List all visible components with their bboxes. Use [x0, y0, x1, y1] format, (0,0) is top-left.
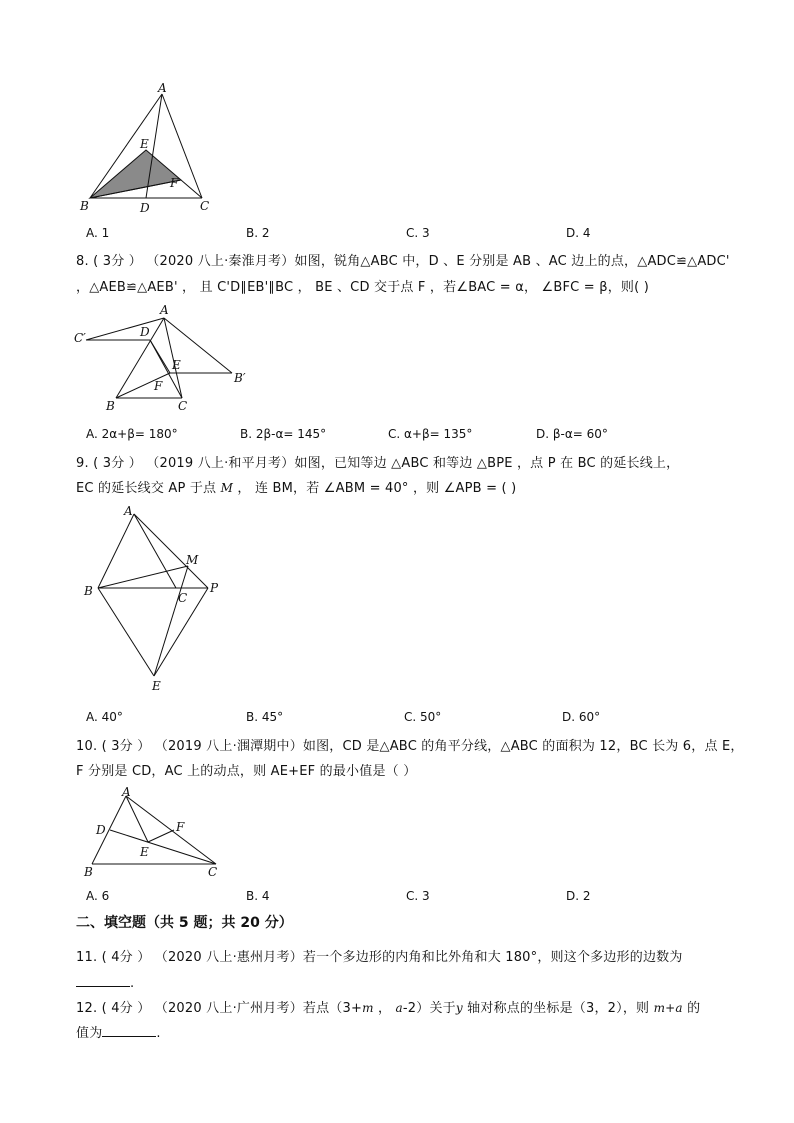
q9-label-c: C — [178, 591, 188, 605]
q9-label-b: B — [84, 584, 93, 598]
q7-shaded-triangle — [90, 150, 181, 198]
q10-label-e: E — [140, 845, 149, 859]
q7-option-a[interactable]: A. 1 — [86, 226, 110, 240]
q8-option-b[interactable]: B. 2β-α= 145° — [240, 427, 327, 441]
q10-option-a[interactable]: A. 6 — [86, 889, 110, 903]
section-title-fill-in: 二、填空题（共 5 题；共 20 分） — [76, 915, 293, 931]
q8-label-b1: B′ — [234, 371, 246, 385]
q8-label-c1: C′ — [74, 331, 86, 345]
q7-option-c[interactable]: C. 3 — [406, 226, 430, 240]
q9-stem-line2-b: ， 连 BM，若 ∠ABM = 40° ，则 ∠APB = ( ) — [237, 481, 517, 496]
q9-stem-line1: 9. ( 3分 ） （2019 八上·和平月考）如图，已知等边 △ABC 和等边 △BPE ，点 P 在 BC 的延长线上， — [76, 456, 680, 471]
q8-label-e: E — [172, 358, 181, 372]
q12-var-mpa: m+a — [653, 1001, 683, 1015]
q9-label-m: M — [186, 553, 199, 567]
q8-label-d: D — [140, 325, 150, 339]
q7-option-d[interactable]: D. 4 — [566, 226, 591, 240]
q10-option-b[interactable]: B. 4 — [246, 889, 270, 903]
q12-period: . — [156, 1026, 161, 1041]
q7-figure — [76, 80, 226, 215]
q9-label-e: E — [152, 679, 161, 693]
q8-label-f: F — [154, 379, 163, 393]
q8-stem-line2: ，△AEB≌△AEB' ， 且 C'D∥EB'∥BC ， BE 、CD 交于点 F ，若∠BAC = α， ∠BFC = β，则( ) — [76, 280, 649, 295]
q12-text-c: -2）关于 — [402, 1001, 456, 1016]
q12-answer-blank[interactable] — [102, 1022, 156, 1037]
q12-text-e: 的 — [682, 1001, 701, 1016]
q9-stem-line2 — [76, 477, 516, 496]
q12-text-a: 12. ( 4分 ） （2020 八上·广州月考）若点（3+ — [76, 1001, 363, 1016]
q10-option-d[interactable]: D. 2 — [566, 889, 591, 903]
q9-option-b[interactable]: B. 45° — [246, 710, 284, 724]
q9-stem-point-m: M — [220, 481, 234, 495]
q12-var-a: a — [395, 1001, 403, 1015]
q9-label-a: A — [124, 504, 133, 518]
q8-stem-line1: 8. ( 3分 ） （2020 八上·秦淮月考）如图，锐角△ABC 中，D 、E 分别是 AB 、AC 边上的点，△ADC≌△ADC' — [76, 254, 730, 269]
q7-label-d: D — [140, 201, 150, 215]
q7-label-f: F — [170, 176, 179, 190]
q10-label-c: C — [208, 865, 218, 879]
q11-stem-line1: 11. ( 4分 ） （2020 八上·惠州月考）若一个多边形的内角和比外角和大 180°，则这个多边形的边数为 — [76, 950, 683, 965]
q9-label-p: P — [210, 581, 219, 595]
q10-label-d: D — [96, 823, 106, 837]
q10-option-c[interactable]: C. 3 — [406, 889, 430, 903]
q8-option-a[interactable]: A. 2α+β= 180° — [86, 427, 178, 441]
q8-option-d[interactable]: D. β-α= 60° — [536, 427, 608, 441]
q12-text-d: 轴对称点的坐标是（3，2），则 — [462, 1001, 654, 1016]
q9-figure — [80, 500, 230, 696]
q7-option-b[interactable]: B. 2 — [246, 226, 270, 240]
q10-figure — [80, 784, 230, 882]
q12-text-b: ， — [373, 1001, 396, 1016]
q8-label-c: C — [178, 399, 188, 413]
q8-label-b: B — [106, 399, 115, 413]
q7-label-c: C — [200, 199, 210, 213]
q10-label-a: A — [122, 785, 131, 799]
q9-option-d[interactable]: D. 60° — [562, 710, 601, 724]
q7-label-e: E — [140, 137, 149, 151]
q10-label-b: B — [84, 865, 93, 879]
q7-label-a: A — [158, 81, 167, 95]
q9-option-c[interactable]: C. 50° — [404, 710, 442, 724]
q8-figure — [72, 300, 272, 418]
q12-var-y: y — [455, 1001, 463, 1015]
q11-period: . — [130, 976, 135, 991]
q12-var-m: m — [362, 1001, 374, 1015]
q10-stem-line2: F 分别是 CD，AC 上的动点，则 AE+EF 的最小值是（ ） — [76, 764, 417, 779]
q11-answer-line — [76, 972, 134, 991]
q10-label-f: F — [176, 820, 185, 834]
q12-stem-line1 — [76, 997, 700, 1016]
q9-stem-line2-a: EC 的延长线交 AP 于点 — [76, 481, 217, 496]
q12-stem-line2 — [76, 1022, 161, 1041]
q9-option-a[interactable]: A. 40° — [86, 710, 123, 724]
q11-answer-blank[interactable] — [76, 972, 130, 987]
q10-stem-line1: 10. ( 3分 ） （2019 八上·涠潭期中）如图，CD 是△ABC 的角平分线，△ABC 的面积为 12，BC 长为 6，点 E， — [76, 739, 744, 754]
q7-label-b: B — [80, 199, 89, 213]
q12-text-f: 值为 — [76, 1026, 103, 1041]
q8-option-c[interactable]: C. α+β= 135° — [388, 427, 473, 441]
q8-label-a: A — [160, 303, 169, 317]
